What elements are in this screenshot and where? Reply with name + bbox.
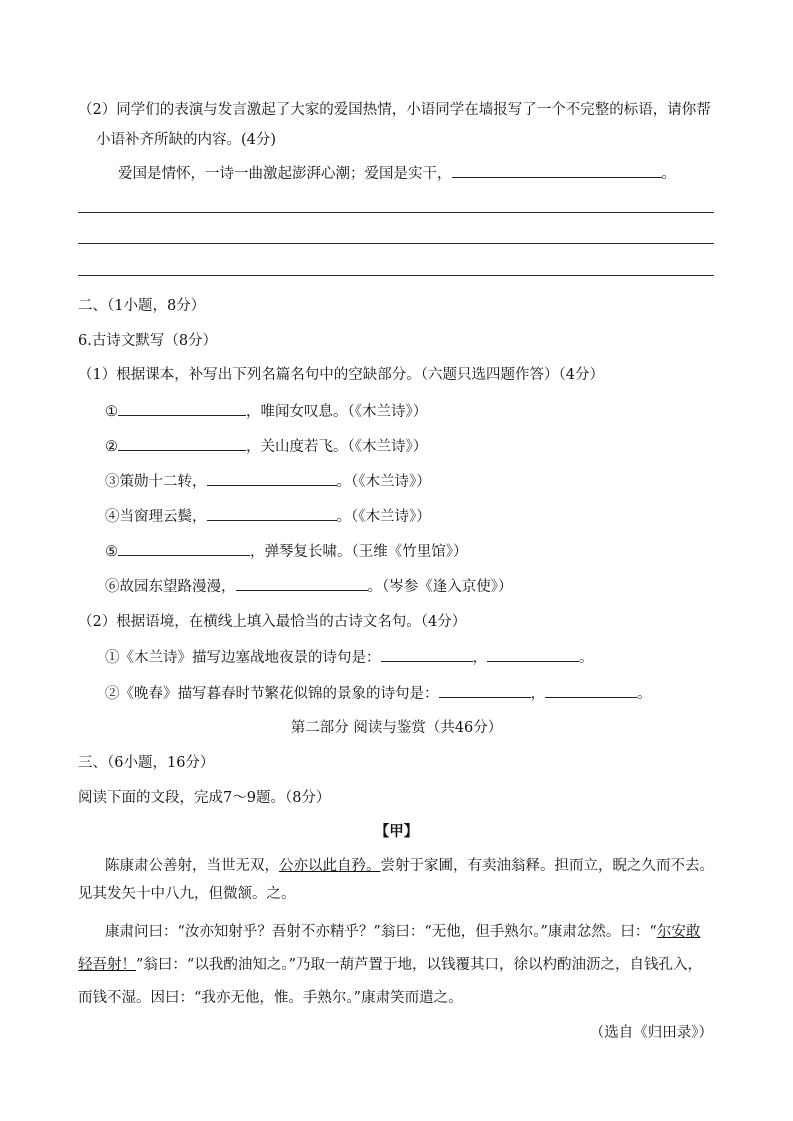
q6-item-2-blank[interactable] (118, 436, 246, 451)
q6-part2-item-2 (105, 683, 652, 704)
q6-item-4-blank[interactable] (207, 506, 337, 521)
q6-item-5-blank[interactable] (118, 541, 250, 556)
answer-line-2[interactable] (78, 243, 714, 244)
text: 尝射于家圃，有卖油翁释 (380, 858, 540, 874)
text: 手熟尔。”康肃笑而遣之。 (302, 990, 463, 1006)
q6-part2-item-1-mid: ， (472, 650, 487, 666)
q6-item-4-post: 。（《木兰诗》） (336, 509, 431, 525)
underlined-phrase: 轻吾射！ (78, 957, 136, 973)
underlined-phrase: 公亦以此自矜。 (279, 858, 381, 874)
q6-item-2-post: ，关山度若飞。（《木兰诗》） (246, 439, 428, 455)
passage-p1-line1 (105, 856, 714, 876)
q6-title: 6.古诗文默写（8分） (78, 333, 218, 349)
passage-source: （选自《归田录》） (589, 1025, 713, 1041)
q6-item-5 (105, 541, 468, 562)
q6-item-3-post: 。（《木兰诗》） (336, 474, 431, 490)
text: 担而立，睨之久而不去。 (554, 858, 714, 874)
answer-line-3[interactable] (78, 275, 714, 276)
text: 曰：“ (620, 924, 657, 940)
part-2-title: 第二部分 阅读与鉴赏（共46分） (290, 720, 503, 736)
q6-item-3 (105, 471, 431, 492)
text: 而钱不湿。因曰：“我亦无他，惟 (78, 990, 289, 1006)
q6-item-6 (105, 576, 513, 597)
passage-p2-line3 (78, 988, 463, 1008)
q6-part2-item-1 (105, 647, 594, 668)
passage-p1-line2 (78, 884, 296, 904)
q6-item-1-post: ，唯闻女叹息。（《木兰诗》） (246, 404, 428, 420)
emphasis-dot: 。 (252, 886, 267, 902)
q6-part2-item-2-blank-b[interactable] (545, 683, 637, 698)
passage-p2-line1 (105, 922, 700, 942)
q6-part2-item-1-blank-b[interactable] (487, 647, 579, 662)
answer-line-1[interactable] (78, 212, 714, 213)
q6-item-3-blank[interactable] (207, 471, 337, 486)
passage-label: 【甲】 (374, 823, 419, 840)
q6-part1-intro: （1）根据课本，补写出下列名篇名句中的空缺部分。（六题只选四题作答）（4分） (78, 367, 604, 383)
q6-part2-intro: （2）根据语境，在横线上填入最恰当的古诗文名句。（4分） (78, 614, 467, 630)
q6-item-5-pre: ⑤ (105, 544, 118, 560)
text: 陈康肃公善射，当世无双， (105, 858, 279, 874)
text: 见其发矢十中八九，但微颔 (78, 886, 252, 902)
section-3-intro: 阅读下面的文段，完成7～9题。（8分） (78, 790, 331, 806)
q6-item-4 (105, 506, 431, 527)
q6-part2-item-2-blank-a[interactable] (439, 683, 531, 698)
q6-item-2-pre: ② (105, 439, 118, 455)
emphasis-dot: 。 (605, 924, 621, 940)
slogan-text: 爱国是情怀，一诗一曲激起澎湃心潮；爱国是实干， (118, 166, 452, 182)
q5-2-prompt-line2: 小语补齐所缺的内容。(4分) (96, 132, 277, 148)
emphasis-dot: 。 (288, 990, 303, 1006)
q6-part2-item-1-post: 。 (579, 650, 594, 666)
underlined-phrase: 尔安敢 (656, 924, 701, 940)
q6-item-6-blank[interactable] (236, 576, 368, 591)
q6-item-1-pre: ① (105, 404, 118, 420)
q6-item-5-post: ，弹琴复长啸。（王维《竹里馆》） (250, 544, 468, 560)
q6-item-3-pre: ③策勋十二转， (105, 474, 207, 490)
q6-item-6-post: 。（岑参《逢入京使》） (367, 579, 513, 595)
q6-part2-item-2-mid: ， (530, 686, 545, 702)
passage-p2-line2 (78, 955, 702, 975)
q6-part2-item-2-pre: ②《晚春》描写暮春时节繁花似锦的景象的诗句是： (105, 686, 439, 702)
text: 之。 (266, 886, 296, 902)
section-3-heading: 三、（6小题，16分） (78, 755, 215, 771)
q6-part2-item-1-blank-a[interactable] (381, 647, 473, 662)
section-2-heading: 二、（1小题，8分） (78, 298, 206, 314)
text: 康肃问曰：“汝亦知射乎？吾射不亦精乎？”翁曰：“无他，但手熟尔。”康肃忿然 (105, 924, 606, 940)
q6-item-4-pre: ④当窗理云鬓， (105, 509, 207, 525)
q6-part2-item-1-pre: ①《木兰诗》描写边塞战地夜景的诗句是： (105, 650, 381, 666)
slogan-end: 。 (661, 166, 676, 182)
slogan-answer-blank[interactable] (452, 163, 662, 178)
slogan-line (118, 163, 676, 184)
q6-item-1-blank[interactable] (118, 401, 246, 416)
text: ”翁曰：“以我酌油知之。”乃取一葫芦置于地，以钱覆其口，徐以杓酌油沥之，自钱孔入， (136, 957, 702, 973)
q6-item-6-pre: ⑥故园东望路漫漫， (105, 579, 236, 595)
q6-item-2 (105, 436, 427, 457)
q6-part2-item-2-post: 。 (637, 686, 652, 702)
emphasis-dot: 。 (540, 858, 555, 874)
q6-item-1 (105, 401, 427, 422)
q5-2-prompt-line1: （2）同学们的表演与发言激起了大家的爱国热情，小语同学在墙报写了一个不完整的标语，请你帮 (78, 102, 711, 118)
